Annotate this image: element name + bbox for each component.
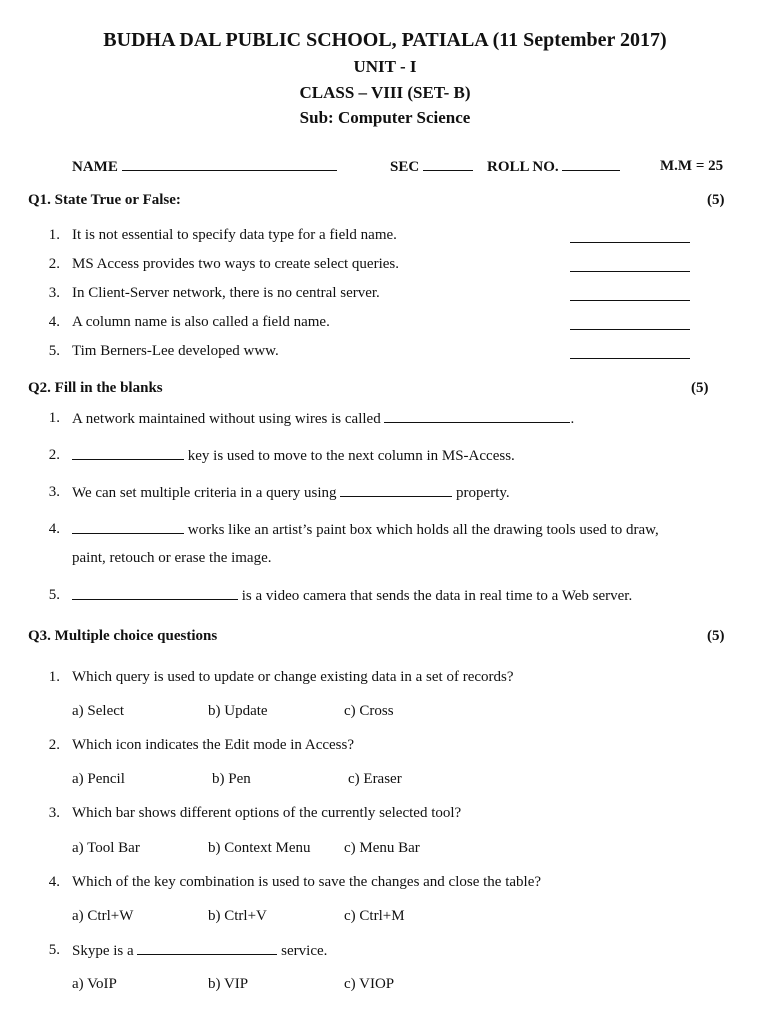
q1-item-text: It is not essential to specify data type for a field name.: [72, 227, 397, 243]
q2-marks: (5): [691, 380, 709, 396]
q2-item-num: 2.: [48, 447, 60, 463]
option-c: c) Menu Bar: [344, 840, 420, 856]
sec-field: [390, 158, 473, 176]
option-b: b) Ctrl+V: [208, 908, 267, 924]
option-c: c) Cross: [344, 703, 394, 719]
q2-title: Q2. Fill in the blanks: [28, 380, 163, 396]
answer-line: [570, 328, 690, 330]
q3-item-text: Which of the key combination is used to save the changes and close the table?: [72, 874, 542, 890]
fill-blank: [72, 587, 238, 600]
option-a: a) Pencil: [72, 771, 125, 787]
q1-item-num: 1.: [48, 227, 60, 243]
name-blank: [122, 158, 337, 171]
roll-blank: [562, 158, 620, 171]
q1-item-num: 2.: [48, 256, 60, 272]
fill-blank: [72, 521, 184, 534]
answer-line: [570, 299, 690, 301]
q1-item-text: A column name is also called a field name.: [72, 314, 330, 330]
q3-title: Q3. Multiple choice questions: [28, 628, 218, 644]
fill-blank: [340, 484, 452, 497]
q2-item-text: key is used to move to the next column in MS-Access.: [72, 447, 515, 465]
school-title: BUDHA DAL PUBLIC SCHOOL, PATIALA (11 September 2017): [103, 29, 667, 51]
answer-line: [570, 241, 690, 243]
q1-item-num: 5.: [48, 343, 60, 359]
answer-line: [570, 270, 690, 272]
option-b: b) Update: [208, 703, 268, 719]
q1-item-num: 4.: [48, 314, 60, 330]
q1-title: Q1. State True or False:: [28, 192, 181, 208]
q2-item-text: We can set multiple criteria in a query using property.: [72, 485, 510, 501]
q2-item-num: 5.: [48, 587, 60, 603]
q2-item-num: 1.: [48, 410, 60, 426]
q2-item-text: works like an artist’s paint box which holds all the drawing tools used to draw,: [72, 521, 659, 539]
option-c: c) VIOP: [344, 976, 395, 992]
q3-marks: (5): [707, 628, 725, 644]
q3-item-text: Which icon indicates the Edit mode in Access?: [72, 737, 354, 753]
q3-item-num: 1.: [48, 669, 60, 685]
q1-item-text: In Client-Server network, there is no central server.: [72, 285, 380, 301]
q3-item-text: Which query is used to update or change existing data in a set of records?: [72, 669, 514, 685]
option-c: c) Eraser: [348, 771, 402, 787]
q2-item-text: is a video camera that sends the data in real time to a Web server.: [72, 587, 632, 605]
q2-item-num: 4.: [48, 521, 60, 537]
sec-blank: [423, 158, 473, 171]
q1-marks: (5): [707, 192, 725, 208]
sec-label: SEC: [390, 159, 420, 175]
option-b: b) Pen: [212, 771, 251, 787]
q3-item-num: 4.: [48, 874, 60, 890]
q2-item-continuation: paint, retouch or erase the image.: [72, 550, 272, 566]
q1-item-text: MS Access provides two ways to create select queries.: [72, 256, 399, 272]
name-field: [72, 158, 337, 176]
option-a: a) VoIP: [72, 976, 117, 992]
q3-item-num: 2.: [48, 737, 60, 753]
roll-label: ROLL NO.: [487, 159, 559, 175]
q2-item-text: A network maintained without using wires is called .: [72, 411, 575, 427]
q3-item-num: 3.: [48, 805, 60, 821]
q1-item-text: Tim Berners-Lee developed www.: [72, 343, 279, 359]
q3-item-text: Which bar shows different options of the currently selected tool?: [72, 805, 462, 821]
q2-item-num: 3.: [48, 484, 60, 500]
fill-blank: [72, 447, 184, 460]
q3-item-num: 5.: [48, 942, 60, 958]
name-label: NAME: [72, 159, 118, 175]
option-a: a) Ctrl+W: [72, 908, 134, 924]
option-a: a) Select: [72, 703, 125, 719]
subject-title: Sub: Computer Science: [299, 108, 471, 127]
roll-field: [487, 158, 620, 176]
answer-line: [570, 357, 690, 359]
option-b: b) Context Menu: [208, 840, 311, 856]
option-b: b) VIP: [208, 976, 249, 992]
q1-item-num: 3.: [48, 285, 60, 301]
q3-item-text: Skype is a service.: [72, 943, 328, 959]
class-title: CLASS – VIII (SET- B): [299, 83, 471, 102]
option-c: c) Ctrl+M: [344, 908, 405, 924]
fill-blank: [137, 942, 277, 955]
fill-blank: [384, 410, 570, 423]
max-marks: M.M = 25: [660, 158, 724, 174]
option-a: a) Tool Bar: [72, 840, 140, 856]
unit-title: UNIT - I: [353, 57, 417, 76]
